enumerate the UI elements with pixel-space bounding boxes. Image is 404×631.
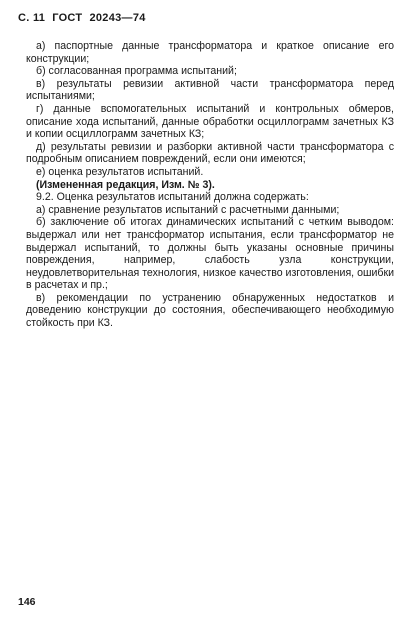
item-e-evaluation: е) оценка результатов испытаний. <box>36 165 204 178</box>
item-v-recommendations: в) рекомендации по устранению обнаруженных недостатков и доведению конструкции до состояния, обеспечивающего необходимую стойкость при КЗ. <box>26 291 394 330</box>
page-number: 146 <box>18 596 36 608</box>
item-g-auxiliary-tests: г) данные вспомогательных испытаний и контрольных обмеров, описание хода испытаний, данные обработки осциллограмм зачетных КЗ и копии осциллограмм зачетных КЗ; <box>26 102 394 141</box>
item-b-conclusion: б) заключение об итогах динамических испытаний с четким выводом: выдержал или нет трансформатор испытания, если трансформатор не выдержал испытаний, то должны быть указаны основные причины повреждения, например, слабость узла конструкции, неудовлетворительная технология, низкое качество изготовления, ошибки в расчетах и пр.; <box>26 216 395 292</box>
page-header <box>18 12 153 24</box>
item-d-revision-after: д) результаты ревизии и разборки активной части трансформатора с подробным описанием повреждений, если они имеются; <box>26 140 394 166</box>
section-9-2-heading: 9.2. Оценка результатов испытаний должна содержать: <box>36 191 309 204</box>
standard-label: ГОСТ <box>52 12 83 24</box>
item-a-passport-data: а) паспортные данные трансформатора и краткое описание его конструкции; <box>26 40 394 65</box>
page-label: С. 11 <box>18 12 46 24</box>
item-a-comparison: а) сравнение результатов испытаний с расчетными данными; <box>36 203 340 216</box>
standard-number: 20243—74 <box>89 12 146 24</box>
document-body <box>26 40 394 330</box>
amendment-note: (Измененная редакция, Изм. № 3). <box>36 178 215 191</box>
item-b-test-program: б) согласованная программа испытаний; <box>36 65 237 78</box>
item-v-revision-before: в) результаты ревизии активной части трансформатора перед испытаниями; <box>26 77 394 103</box>
